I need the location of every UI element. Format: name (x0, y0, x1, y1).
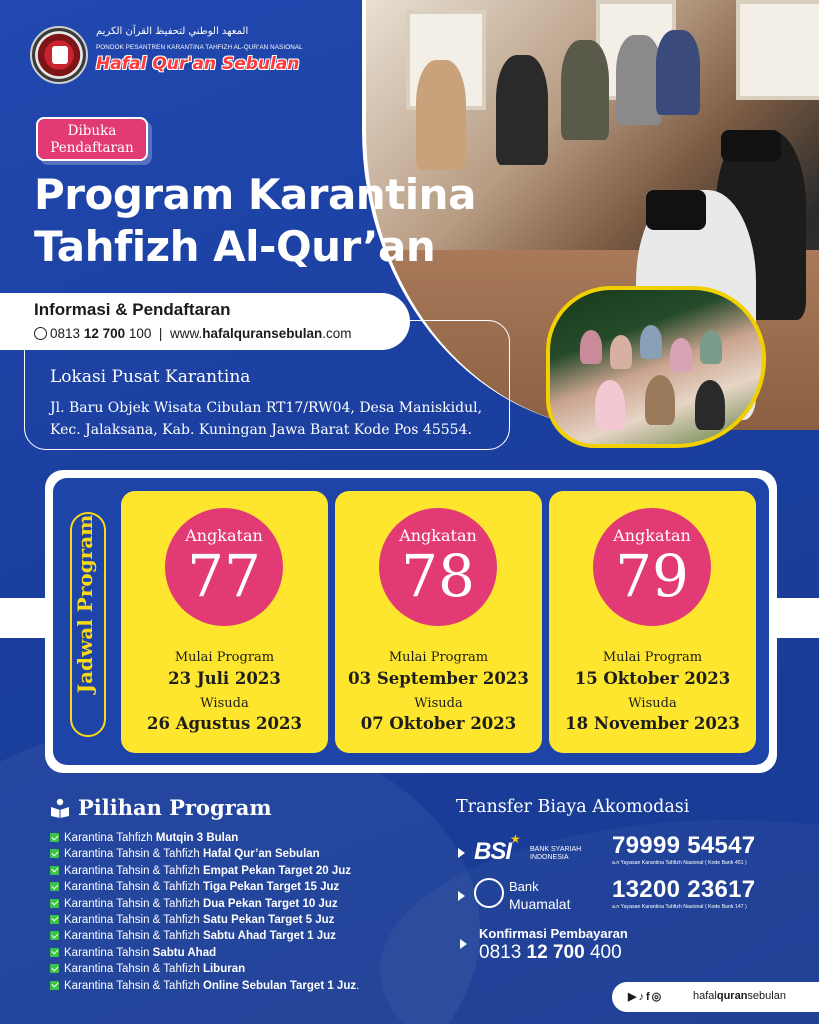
registration-open-badge (36, 117, 148, 161)
page-title: Program Karantina (34, 170, 476, 219)
check-icon (50, 833, 59, 842)
muamalat-bank-label: Bank (509, 879, 539, 894)
info-title: Informasi & Pendaftaran (34, 300, 231, 319)
page-subtitle: Tahfizh Al-Qur’an (34, 222, 436, 271)
start-label: Mulai Program (602, 650, 703, 665)
programs-title: Pilihan Program (78, 795, 272, 820)
arrow-right-icon (458, 848, 465, 858)
list-item: Karantina Tahsin & Tahfizh Online Sebulan Target 1 Juz. (50, 978, 410, 994)
arrow-right-icon (460, 939, 467, 949)
bsi-logo: BSI (474, 838, 512, 865)
list-item: Karantina Tahfizh Mutqin 3 Bulan (50, 830, 410, 846)
transfer-heading: Transfer Biaya Akomodasi (456, 797, 690, 817)
info-pill (0, 293, 410, 350)
graduation-date: 18 November 2023 (565, 714, 740, 733)
check-icon (50, 964, 59, 973)
batch-number: 78 (401, 542, 475, 610)
list-item: Karantina Tahsin & Tahfizh Hafal Qur’an Sebulan (50, 846, 410, 862)
batch-circle (593, 508, 711, 626)
list-item: Karantina Tahsin & Tahfizh Satu Pekan Target 5 Juz (50, 912, 410, 928)
institution-logo-icon (30, 26, 88, 84)
phone-number[interactable]: 0813 12 700 100 (50, 326, 152, 341)
location-address: Jl. Baru Objek Wisata Cibulan RT17/RW04, Desa Maniskidul, (50, 400, 483, 416)
separator: | (158, 326, 163, 341)
pondok-name: PONDOK PESANTREN KARANTINA TAHFIZH AL-QUR'AN NASIONAL (96, 44, 303, 51)
list-item: Karantina Tahsin & Tahfizh Liburan (50, 961, 410, 977)
location-address: Kec. Jalaksana, Kab. Kuningan Jawa Barat Kode Pos 45554. (50, 422, 472, 438)
star-icon: ★ (510, 832, 521, 846)
confirmation-title: Konfirmasi Pembayaran (479, 926, 628, 941)
start-label: Mulai Program (388, 650, 489, 665)
batch-label: Angkatan (399, 526, 477, 545)
reader-icon (50, 798, 70, 818)
start-date: 23 Juli 2023 (168, 669, 281, 688)
bsi-subtitle: BANK SYARIAH INDONESIA (530, 846, 582, 861)
muamalat-account-holder: a.n Yayasan Karantina Tahfizh Nasional ( Kode Bank 147 ) (612, 904, 747, 910)
check-icon (50, 915, 59, 924)
check-icon (50, 849, 59, 858)
list-item: Karantina Tahsin & Tahfizh Tiga Pekan Target 15 Juz (50, 879, 410, 895)
graduation-date: 26 Agustus 2023 (147, 714, 302, 733)
contact-line (34, 326, 352, 341)
programs-heading (50, 795, 272, 820)
arrow-right-icon (458, 891, 465, 901)
brand-name: Hafal Qur'an Sebulan (96, 54, 300, 74)
check-icon (50, 931, 59, 940)
start-label: Mulai Program (174, 650, 275, 665)
arabic-name: المعهد الوطني لتحفيظ القرآن الكريم (96, 26, 249, 37)
badge-line: Dibuka (67, 123, 117, 139)
batch-card (335, 491, 542, 753)
batch-label: Angkatan (185, 526, 263, 545)
schedule-label: Jadwal Program (73, 514, 97, 694)
check-icon (50, 981, 59, 990)
check-icon (50, 948, 59, 957)
batch-number: 77 (187, 542, 261, 610)
list-item: Karantina Tahsin & Tahfizh Empat Pekan Target 20 Juz (50, 863, 410, 879)
graduation-label: Wisuda (628, 696, 677, 711)
list-item: Karantina Tahsin Sabtu Ahad (50, 945, 410, 961)
bsi-account-number[interactable]: 79999 54547 (612, 832, 756, 859)
website-link[interactable]: www.hafalquransebulan.com (169, 326, 352, 341)
batch-label: Angkatan (613, 526, 691, 545)
graduation-date: 07 Oktober 2023 (360, 714, 517, 733)
batch-card (549, 491, 756, 753)
batch-circle (165, 508, 283, 626)
muamalat-account-number[interactable]: 13200 23617 (612, 876, 756, 903)
social-icons[interactable]: ▶♪f◎ (628, 991, 664, 1003)
start-date: 15 Oktober 2023 (574, 669, 731, 688)
batch-card (121, 491, 328, 753)
check-icon (50, 882, 59, 891)
check-icon (50, 866, 59, 875)
muamalat-name: Muamalat (509, 896, 571, 912)
bsi-account-holder: a.n Yayasan Karantina Tahfizh Nasional ( Kode Bank 451 ) (612, 860, 747, 866)
batch-number: 79 (615, 542, 689, 610)
badge-line: Pendaftaran (50, 140, 134, 156)
muamalat-logo-icon (474, 878, 504, 908)
check-icon (50, 899, 59, 908)
list-item: Karantina Tahsin & Tahfizh Dua Pekan Target 10 Juz (50, 896, 410, 912)
start-date: 03 September 2023 (348, 669, 529, 688)
location-title: Lokasi Pusat Karantina (50, 367, 251, 387)
list-item: Karantina Tahsin & Tahfizh Sabtu Ahad Target 1 Juz (50, 928, 410, 944)
graduation-label: Wisuda (414, 696, 463, 711)
social-bar (612, 982, 819, 1012)
female-students-photo (546, 286, 766, 448)
social-handle[interactable]: hafalquransebulan (693, 990, 786, 1002)
graduation-label: Wisuda (200, 696, 249, 711)
program-list (50, 830, 410, 994)
batch-circle (379, 508, 497, 626)
whatsapp-icon (34, 327, 47, 340)
confirmation-phone[interactable]: 0813 12 700 400 (479, 942, 622, 963)
